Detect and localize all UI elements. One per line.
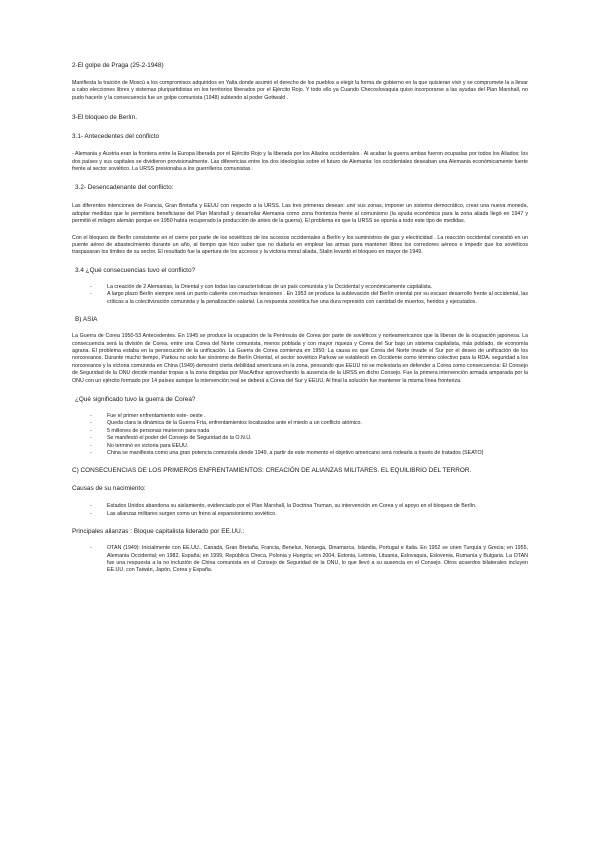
paragraph-golpe-praga: Manifiesta la traición de Moscú a los compromisos adquiridos en Yalta donde asumió el derecho de los pueblos a elegir la forma de gobierno en la que quisieran vivir y se compromete la a llevar a cabo elecciones libres y sistemas pluripartidistas en los territorios liberados por el Ejército Rojo. Y todo ello ya Cuando Checoslovaquia quiso incorporarse a las ayudas del Plan Marshall, no pudo hacerlo y la consecuencia fue un golpe comunista (1948) subiendo al poder Gottwald . (72, 80, 528, 101)
heading-consecuencias: 3.4 ¿Qué consecuencias tuvo el conflicto? (75, 266, 196, 274)
list-item: - La creación de 2 Alemanias, la Oriental y con todas las características de un país comunista y la Occidental y económicamente capitalista. (90, 284, 528, 291)
list-significado (90, 413, 528, 457)
list-item: - OTAN (1949): Inicialmente con EE.UU., Canadá, Gran Bretaña, Francia, Benelux, Noruega, Dinamarca, Islandia, Portugal e Italia. En 1952 se unen Turquía y Grecia; en 1955, Alemania Occidental; en 1982, España; en 1999, República Checa, Polonia y Hungría; en 2004, Estonia, Letonia, Lituania, Eslovaquia, Eslovenia, Rumanía y Bulgaria. La OTAN fue una respuesta a la no inclusión de China comunista en el Consejo de Seguridad de la ONU, lo que llevó a su ausencia en el Consejo. Otros acuerdos bilaterales incluyen EE.UU. con Taiwán, Japón, Corea y España. (90, 545, 528, 575)
heading-significado-corea: ¿Qué significado tuvo la guerra de Corea? (75, 395, 196, 403)
list-item: - Estados Unidos abandona su aislamiento, evidenciado por el Plan Marshall, la Doctrina Truman, su intervención en Corea y el apoyo en el bloqueo de Berlín. (90, 503, 528, 510)
list-item: - No terminó en victoria para EEUU. (90, 443, 528, 450)
list-alianzas (90, 545, 528, 575)
list-item: - China se manifiesta como una gran potencia comunista desde 1949, a partir de este momento el objetivo americano será rodearla a través de tratados (SEATO) (90, 450, 528, 457)
heading-bloqueo-berlin: 3-El bloqueo de Berlín. (72, 114, 138, 122)
list-item: - 5 millones de personas murieron para nada (90, 428, 528, 435)
list-item: - Queda clara la dinámica de la Guerra Fría, enfrentamientos localizados ante el miedo a un conflicto atómico. (90, 420, 528, 427)
heading-desencadenante: 3.2- Desencadenante del conflicto: (75, 184, 174, 192)
paragraph-desencadenante-1: Las diferentes intenciones de Francia, Gran Bretaña y EEUU con respecto a la URSS. Las tres primeras desean: unir sus zonas, imponer un sistema democrático, crear una nueva moneda, adoptar medidas que le permitiera beneficiarse del Plan Marshall y desarrollar Alemania como zona fronteriza frente al comunismo (la ayuda económica para la zona aliada llegó en 1947 y permitió el milagro alemán porque en 1950 había recuperado la producción de antes de la guerra). El problema es que la URSS se oponía a todo este tipo de medidas. (72, 203, 528, 225)
list-causas (90, 503, 528, 518)
heading-causas-nacimiento: Causas de su nacimiento: (72, 485, 146, 493)
paragraph-desencadenante-2: Con el bloqueo de Berlín consistente en el cierre por parte de los soviéticos de los accesos occidentales a Berlín y los suministros de gas y electricidad . La reacción occidental consistió en un puente aéreo de abastecimiento durante un año, al tiempo que hizo saber que no dudaría en emplear las armas para mantener libres los corredores aéreos e impedir que los soviéticos traspasaran los límites de su sector. El resultado fue la apertura de los accesos y la victoria moral aliada, Stalin levantó el bloqueo en mayor de 1949. (72, 234, 528, 256)
heading-principales-alianzas: Principales alianzas : Bloque capitalista liderado por EE.UU.: (72, 528, 245, 536)
paragraph-guerra-corea: La Guerra de Corea 1950-53 Antecedentes. En 1945 se produce la ocupación de la Península de Corea por parte de soviéticos y norteamericanos que la liberan de la ocupación japonesa. La consecuencia será la división de Corea, entre una Corea del Norte comunista, menos poblada y con mayor riqueza y Corea del Sur bajo un sistema capitalista, más poblado, de economía agraria. El problema estaba en la persecución de la unificación. La Guerra de Corea comienza en 1950: La causa es que Corea del Norte invade el Sur por el deseo de unificación de los norcoreanos. Durante mucho tiempo, Parkou no solo fue sinónimo de Berlín Oriental, el sector soviético Parkow se estableció en Occidente como término colectivo para la RDA. seguridad a los norcoreanos y la victoria comunista en China (1949) demostró cierta debilidad americana en la zona, pensando que EEUU no se molestaría en defender a Corea como consecuencia: El Consejo de Seguridad de la ONU decide mandar tropas a la zona dirigidas por MacArthur aprovechando la ausencia de la URSS en dicho Consejo. Fue la primera intervención armada amparada por la ONU con un ejército formado por 14 países aunque la intervención real se deberá a Corea del Sur y EEUU. Al final la solución fue mantener la misma línea fronteriza. (72, 333, 528, 384)
list-item: - Las alianzas militares surgen como un freno al expansionismo soviético. (90, 511, 528, 518)
heading-asia: B) ASIA (75, 316, 98, 324)
list-item: - A largo plazo Berlín siempre será un punto caliente con muchas tensiones . En 1953 se produce la sublevación del Berlín oriental por su escaso desarrollo frente al occidental, las críticas a la colectivización comunista y la penalización salarial. La respuesta soviética fue una dura represión con cantidad de muertos, heridos y ejecutados. (90, 291, 528, 306)
heading-golpe-praga: 2-El golpe de Praga (25-2-1948) (72, 62, 164, 69)
list-consecuencias (90, 284, 528, 306)
list-item: - Fue el primer enfrentamiento este- oeste . (90, 413, 528, 420)
document-page (72, 62, 528, 575)
list-item: - Se manifestó el poder del Consejo de Seguridad de la O.N.U. (90, 435, 528, 442)
paragraph-antecedentes: - Alemania y Austria eran la frontera entre la Europa liberada por el Ejército Rojo y la liberada por los Aliados occidentales . Al acabar la guerra ambas fueron ocupadas por todos los Aliados; los dos países y sus capitales se dividieron provisionalmente. Las diferencias entre los dos ideologías sobre el futuro de Alemania: los occidentales deseaban una Alemania económicamente fuerte frente al sector soviético. La URSS presionaba a los guerrilleros comunistas . (72, 151, 528, 173)
heading-antecedentes: 3.1- Antecedentes del conflicto (72, 133, 160, 141)
heading-consecuencias-enfrentamientos: C) CONSECUENCIAS DE LOS PRIMEROS ENFRENTAMIENTOS: CREACIÓN DE ALIANZAS MILITARES. EL EQUILIBRIO DEL TERROR. (72, 467, 472, 475)
